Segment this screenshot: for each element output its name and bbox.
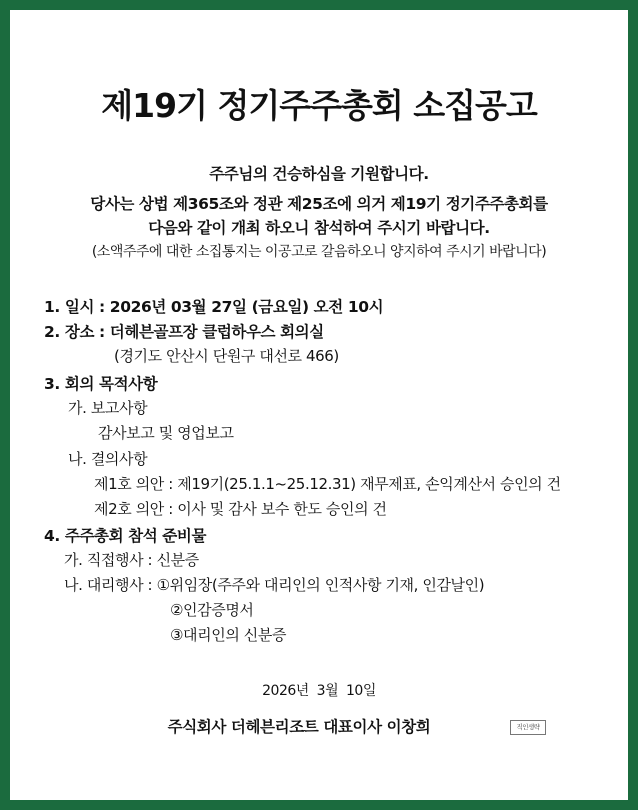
resolution-1: 제1호 의안 : 제19기(25.1.1~25.12.31) 재무제표, 손익계산서 승인의 건 (94, 475, 561, 493)
resolution-2: 제2호 의안 : 이사 및 감사 보수 한도 승인의 건 (94, 500, 387, 518)
notice-date: 2026년 3월 10일 (262, 683, 376, 699)
prep-proxy-3: ③대리인의 신분증 (170, 626, 287, 644)
greeting: 주주님의 건승하심을 기원합니다. (209, 165, 429, 183)
intro-line-2: 다음와 같이 개최 하오니 참석하여 주시기 바랍니다. (148, 219, 490, 237)
prep-heading: 4. 주주총회 참석 준비물 (44, 527, 207, 545)
intro-line-1: 당사는 상법 제365조와 정관 제25조에 의거 제19기 정기주주총회를 (90, 195, 548, 213)
seal-omitted-stamp: 직인생략 (510, 720, 546, 735)
report-heading: 가. 보고사항 (68, 399, 148, 417)
intro-note: (소액주주에 대한 소집통지는 이공고로 갈음하오니 양지하여 주시기 바랍니다) (91, 244, 547, 260)
venue-address: (경기도 안산시 단원구 대선로 466) (114, 347, 339, 365)
agenda-heading: 3. 회의 목적사항 (44, 375, 158, 393)
resolution-heading: 나. 결의사항 (68, 450, 148, 468)
prep-direct: 가. 직접행사 : 신분증 (64, 551, 199, 569)
item-venue: 2. 장소 : 더헤븐골프장 클럽하우스 회의실 (44, 323, 324, 341)
prep-proxy-2: ②인감증명서 (170, 601, 254, 619)
report-item: 감사보고 및 영업보고 (98, 424, 234, 442)
item-datetime: 1. 일시 : 2026년 03월 27일 (금요일) 오전 10시 (44, 298, 384, 316)
notice-frame (10, 10, 628, 800)
signature: 주식회사 더헤븐리조트 대표이사 이창희 (167, 718, 431, 736)
notice-title: 제19기 정기주주총회 소집공고 (101, 86, 537, 125)
prep-proxy: 나. 대리행사 : ①위임장(주주와 대리인의 인적사항 기재, 인감날인) (64, 576, 485, 594)
